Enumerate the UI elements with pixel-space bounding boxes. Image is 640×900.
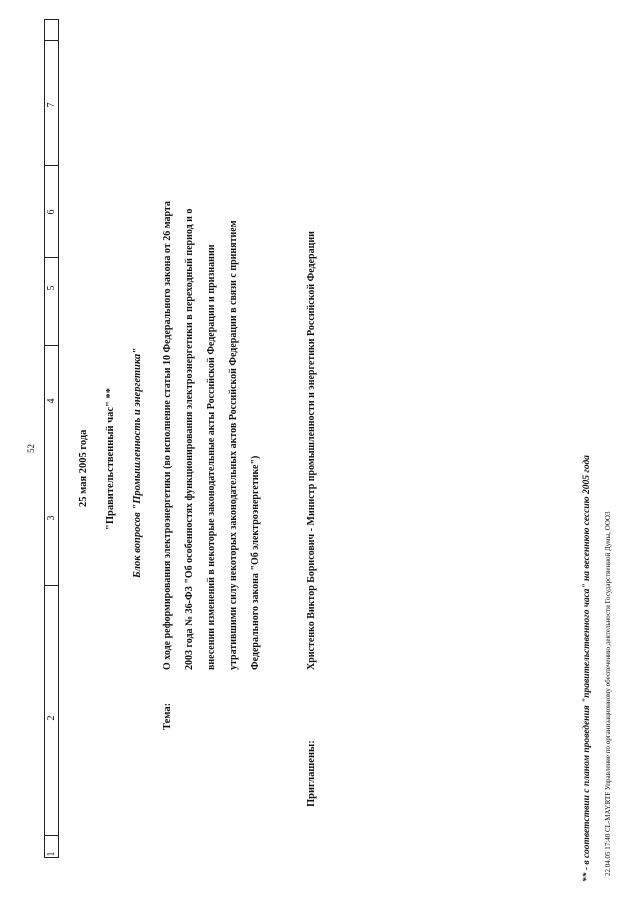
block-title: Блок вопросов "Промышленность и энергетика" [132, 347, 143, 578]
topic-line: Федерального закона "Об электроэнергетике") [250, 455, 261, 670]
event-title: "Правительственный час" ** [105, 388, 116, 530]
invited-label: Приглашены: [306, 740, 317, 807]
topic-line: О ходе реформирования электроэнергетики (во исполнение статьи 10 Федерального закона от 26 марта [162, 201, 173, 670]
footnote: ** - в соответствии с планом проведения "правительственного часа" на весеннюю сессию 2005 года [582, 455, 592, 882]
meeting-date: 25 мая 2005 года [78, 429, 89, 507]
column-number-5: 5 [46, 285, 57, 291]
column-number-2: 2 [46, 715, 57, 721]
file-note: 22.04.05 17:40 CL-MAY.RTF Управление по организационному обеспечению деятельности Государственной Думы, ООО3 [604, 511, 612, 876]
topic-line: 2003 года № 36-ФЗ "Об особенностях функционирования электроэнергетики в переходный период и о [184, 208, 195, 670]
topic-line: внесении изменений в некоторые законодательные акты Российской Федерации и признании [206, 244, 217, 670]
invited-text: Христенко Виктор Борисович - Министр промышленности и энергетики Российской Федерации [306, 231, 317, 670]
column-number-3: 3 [46, 515, 57, 521]
column-number-1: 1 [46, 851, 57, 857]
page-number: 52 [26, 444, 36, 453]
topic-label: Тема: [162, 702, 173, 730]
column-number-6: 6 [46, 209, 57, 215]
column-number-4: 4 [46, 398, 57, 404]
column-number-7: 7 [46, 102, 57, 108]
topic-line: утратившими силу некоторых законодательных актов Российской Федерации в связи с принятием [228, 220, 239, 670]
